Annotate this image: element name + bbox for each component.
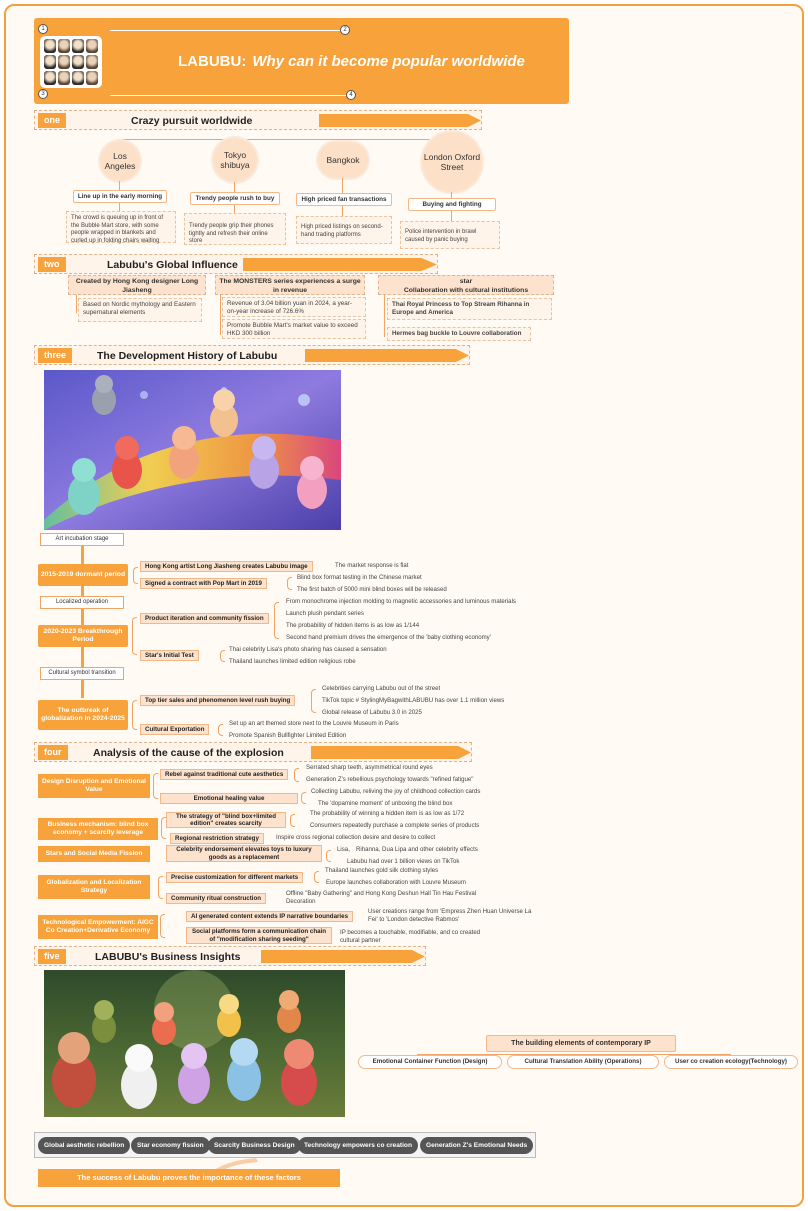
cause-leaf: Collecting Labubu, reliving the joy of childhood collection cards	[311, 788, 481, 795]
section-tag: five	[38, 949, 66, 964]
history-leaf: Set up an art themed store next to the Louvre Museum in Paris	[229, 720, 399, 727]
section-arrow	[261, 950, 425, 963]
influence-leaf: Hermes bag buckle to Louvre collaboration	[387, 327, 531, 341]
history-leaf: Thailand launches limited edition religious robe	[229, 658, 356, 665]
city-label: High priced fan transactions	[296, 193, 392, 206]
influence-head: Created by Hong Kong designer Long Jiasheng	[68, 275, 206, 295]
cause-box: Globalization and Localization Strategy	[38, 875, 150, 899]
connector	[119, 203, 120, 211]
section-tag: one	[38, 113, 66, 128]
history-leaf: TikTok topic # StylingMyBagwithLABUBU has over 1.1 million views	[322, 697, 505, 704]
stage-label: Art incubation stage	[40, 533, 124, 546]
ip-element: Cultural Translation Ability (Operations)	[507, 1055, 659, 1069]
cause-leaf: Inspire cross regional collection desire and desire to collect	[276, 834, 436, 841]
connector	[234, 205, 235, 213]
history-leaf: Global release of Labubu 3.0 in 2025	[322, 709, 422, 716]
ip-element: Emotional Container Function (Design)	[358, 1055, 502, 1069]
section-header-three	[34, 345, 470, 365]
bracket	[314, 871, 319, 883]
bracket	[290, 814, 295, 827]
city-note: Trendy people grip their phones tightly and refresh their online store	[184, 213, 286, 245]
cause-item: Emotional healing value	[160, 793, 298, 804]
history-leaf: Thai celebrity Lisa's photo sharing has caused a sensation	[229, 646, 387, 653]
history-item: Signed a contract with Pop Mart in 2019	[140, 578, 267, 589]
labubu-thumbnail-image	[40, 36, 102, 88]
ip-title: The building elements of contemporary IP	[486, 1035, 676, 1052]
history-leaf: Celebrities carrying Labubu out of the street	[322, 685, 441, 692]
pin-marker: 4	[346, 90, 356, 100]
cause-item: AI generated content extends IP narrative boundaries	[186, 911, 353, 922]
city-note: High priced listings on second-hand trading platforms	[296, 216, 392, 244]
history-item: Product iteration and community fission	[140, 613, 269, 624]
banner-line-top	[110, 30, 342, 31]
influence-head: star Collaboration with cultural institutions	[378, 275, 554, 295]
cause-item: Community ritual construction	[166, 893, 266, 904]
section-header-one	[34, 110, 482, 130]
labubu-rainbow-illustration	[44, 370, 341, 530]
cause-leaf: Serrated sharp teeth, asymmetrical round eyes	[306, 764, 433, 771]
bracket	[132, 700, 137, 730]
section-title: Analysis of the cause of the explosion	[93, 747, 284, 759]
cause-leaf: Offline "Baby Gathering" and Hong Kong Deshun Hall Tin Hau Festival Decoration	[286, 890, 477, 905]
history-item: Cultural Exportation	[140, 724, 209, 735]
history-leaf: From monochrome injection molding to magnetic accessories and luminous materials	[286, 598, 516, 605]
cause-item: Celebrity endorsement elevates toys to luxury goods as a replacement	[166, 845, 322, 862]
influence-leaf: Based on Nordic mythology and Eastern supernatural elements	[78, 298, 202, 322]
city-label: Line up in the early morning	[73, 190, 167, 203]
bracket	[326, 850, 331, 862]
history-item: Hong Kong artist Long Jiasheng creates Labubu image	[140, 561, 313, 572]
cause-item: The strategy of "blind box+limited edition" creates scarcity	[166, 812, 286, 828]
bracket	[301, 792, 306, 804]
bracket	[133, 567, 138, 584]
section-title: Labubu's Global Influence	[107, 259, 238, 271]
bracket	[294, 768, 299, 782]
section-tag: three	[38, 348, 72, 363]
section-header-five	[34, 946, 426, 966]
history-leaf: The probability of hidden items is as low as 1/144	[286, 622, 420, 629]
banner-line-bottom	[110, 95, 350, 96]
factor-pill: Generation Z's Emotional Needs	[420, 1137, 533, 1154]
section-title: Crazy pursuit worldwide	[131, 115, 253, 127]
bracket	[158, 876, 163, 899]
city-label: Buying and fighting	[408, 198, 496, 211]
city-bubble: Bangkok	[318, 142, 368, 178]
bracket	[311, 689, 316, 713]
bracket	[153, 773, 158, 799]
history-leaf: Second hand premium drives the emergence of the 'baby clothing economy'	[286, 634, 491, 641]
period-box: 2015-2019 dormant period	[38, 564, 128, 586]
bracket	[160, 914, 165, 938]
section-arrow	[311, 746, 471, 759]
cause-leaf: Labubu had over 1 billion views on TikTok	[347, 858, 460, 865]
connector	[342, 178, 343, 193]
page-title	[178, 53, 525, 70]
cause-leaf: The 'dopamine moment' of unboxing the blind box	[318, 800, 453, 807]
period-box: 2020-2023 Breakthrough Period	[38, 625, 128, 647]
history-leaf: The market response is flat	[335, 562, 409, 569]
stage-label: Localized operation	[40, 596, 124, 609]
influence-leaf: Thai Royal Princess to Top Stream Rihanna in Europe and America	[387, 298, 552, 320]
cause-item: Social platforms form a communication chain of "modification sharing seeding"	[186, 927, 332, 944]
section-title: LABUBU's Business Insights	[95, 951, 241, 963]
cause-box: Technological Empowerment: AIGC Co Creation+Derivative Economy	[38, 915, 158, 939]
cause-leaf: Europe launches collaboration with Louvre Museum	[326, 879, 466, 886]
cause-item: Precise customization for different markets	[166, 872, 303, 883]
connector	[76, 295, 77, 313]
section-header-four	[34, 742, 472, 762]
history-leaf: Launch plush pendant series	[286, 610, 364, 617]
bracket	[132, 617, 137, 655]
history-leaf: Blind box format testing in the Chinese market	[297, 574, 422, 581]
bracket	[287, 577, 292, 590]
cause-leaf: User creations range from 'Empress Zhen Huan Universe La Fei' to 'London detective Rabmos'	[368, 908, 532, 923]
cause-leaf: The probability of winning a hidden item is as low as 1/72	[310, 810, 465, 817]
title-main: LABUBU:	[178, 53, 247, 70]
cause-box: Design Disruption and Emotional Value	[38, 774, 150, 798]
influence-leaf: Revenue of 3.04 billion yuan in 2024, a year-on-year increase of 726.6%	[222, 297, 366, 317]
history-leaf: Promote Spanish Bullfighter Limited Edition	[229, 732, 347, 739]
factor-pill: Global aesthetic rebellion	[38, 1137, 130, 1154]
bracket	[274, 602, 279, 639]
title-subtitle: Why can it become popular worldwide	[252, 53, 525, 70]
city-bubble: London Oxford Street	[422, 132, 482, 192]
city-note: The crowd is queuing up in front of the Bubble Mart store, with some people wrapped in blankets and curled up in folding chairs waiting	[66, 211, 176, 243]
cause-item: Rebel against traditional cute aesthetics	[160, 769, 288, 780]
pin-marker: 2	[340, 25, 350, 35]
cause-leaf: IP becomes a touchable, modifiable, and co created cultural partner	[340, 929, 481, 944]
city-label: Trendy people rush to buy	[190, 192, 280, 205]
pin-marker: 3	[38, 89, 48, 99]
section-tag: four	[38, 745, 68, 760]
conclusion-banner: The success of Labubu proves the importance of these factors	[38, 1169, 340, 1187]
history-item: Top tier sales and phenomenon level rush buying	[140, 695, 295, 706]
influence-leaf: Promote Bubble Mart's market value to exceed HKD 300 billion	[222, 319, 366, 339]
factor-pill: Technology empowers co creation	[298, 1137, 418, 1154]
city-bubble: Tokyo shibuya	[213, 138, 257, 182]
labubu-band-illustration	[44, 970, 345, 1117]
section-arrow	[305, 349, 469, 362]
cause-box: Stars and Social Media Fission	[38, 846, 150, 862]
connector	[384, 295, 385, 337]
cause-leaf: Generation Z's rebellious psychology towards "refined fatigue"	[306, 776, 474, 783]
influence-head: The MONSTERS series experiences a surge in revenue	[215, 275, 365, 295]
connector	[234, 182, 235, 192]
connector	[451, 211, 452, 221]
cause-item: Regional restriction strategy	[170, 833, 264, 844]
factor-pill: Star economy fission	[131, 1137, 210, 1154]
connector	[342, 206, 343, 216]
cause-leaf: Thailand launches gold silk clothing styles	[325, 867, 439, 874]
section-arrow	[243, 258, 437, 271]
ip-element: User co creation ecology(Technology)	[664, 1055, 798, 1069]
section-arrow	[319, 114, 481, 127]
cause-leaf: Lisa、 Rihanna, Dua Lipa and other celebrity effects	[337, 846, 478, 853]
cause-box: Business mechanism: blind box economy + scarcity leverage	[38, 818, 158, 840]
section-tag: two	[38, 257, 66, 272]
bracket	[220, 650, 225, 662]
factor-pill: Scarcity Business Design	[208, 1137, 301, 1154]
stage-label: Cultural symbol transition	[40, 667, 124, 680]
cause-leaf: Consumers repeatedly purchase a complete series of products	[310, 822, 480, 829]
pin-marker: 1	[38, 24, 48, 34]
connector	[118, 139, 452, 140]
history-item: Star's Initial Test	[140, 650, 199, 661]
city-bubble: Los Angeles	[100, 141, 140, 181]
connector	[220, 295, 221, 335]
section-header-two	[34, 254, 438, 274]
history-leaf: The first batch of 5000 mini blind boxes will be released	[297, 586, 447, 593]
period-box: The outbreak of globalization in 2024-2025	[38, 700, 128, 730]
section-title: The Development History of Labubu	[97, 350, 278, 362]
bracket	[218, 724, 223, 736]
city-note: Police intervention in brawl caused by panic buying	[400, 221, 500, 249]
